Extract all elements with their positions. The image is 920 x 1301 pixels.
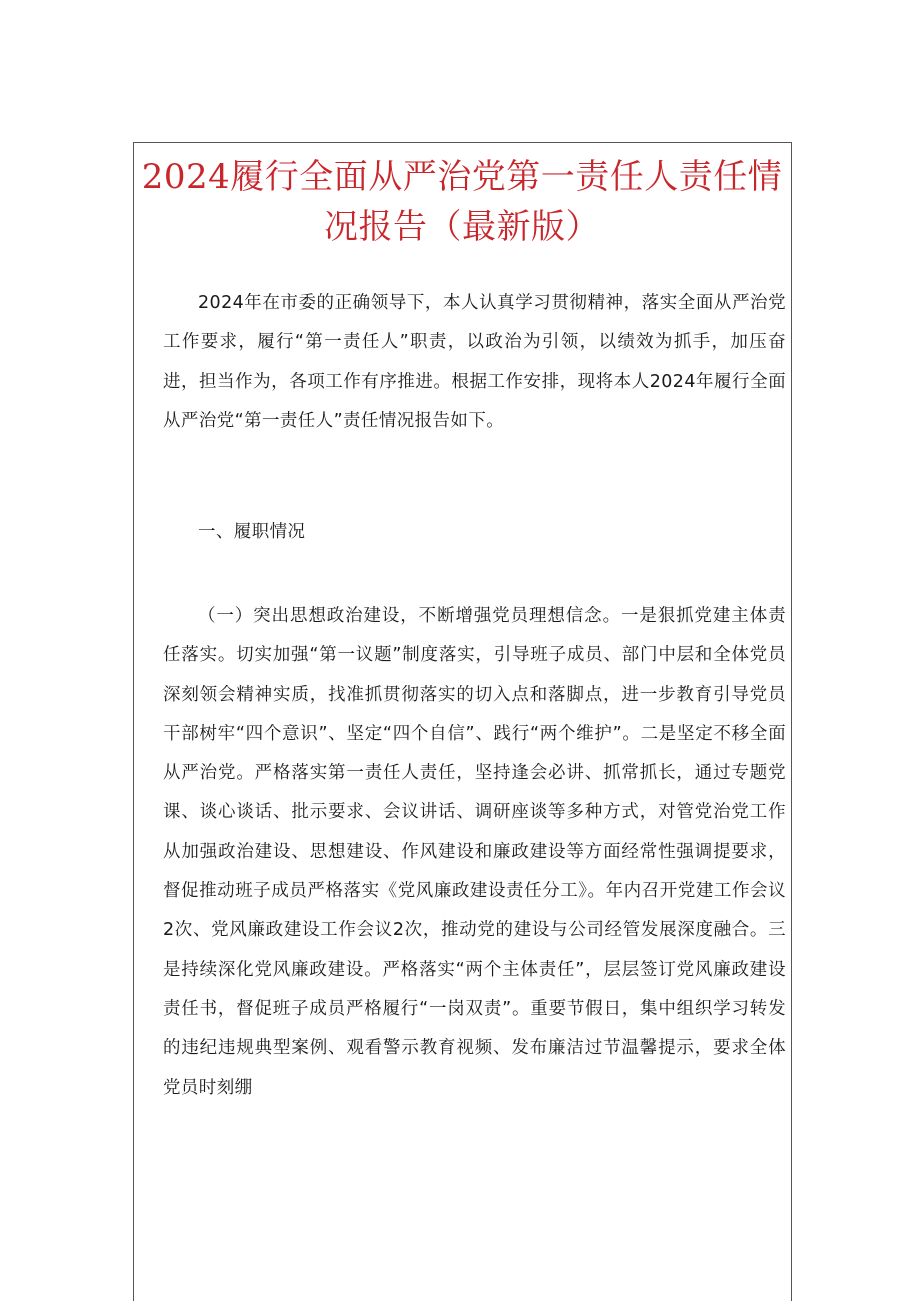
section-1-paragraph: （一）突出思想政治建设，不断增强党员理想信念。一是狠抓党建主体责任落实。切实加强“第一议题”制度落实，引导班子成员、部门中层和全体党员深刻领会精神实质，找准抓贯彻落实的切入点和落脚点，进一步教育引导党员干部树牢“四个意识”、坚定“四个自信”、践行“两个维护”。二是坚定不移全面从严治党。严格落实第一责任人责任，坚持逢会必讲、抓常抓长，通过专题党课、谈心谈话、批示要求、会议讲话、调研座谈等多种方式，对管党治党工作从加强政治建设、思想建设、作风建设和廉政建设等方面经常性强调提要求，督促推动班子成员严格落实《党风廉政建设责任分工》。年内召开党建工作会议2次、党风廉政建设工作会议2次，推动党的建设与公司经管发展深度融合。三是持续深化党风廉政建设。严格落实“两个主体责任”，层层签订党风廉政建设责任书，督促班子成员严格履行“一岗双责”。重要节假日，集中组织学习转发的违纪违规典型案例、观看警示教育视频、发布廉洁过节温馨提示，要求全体党员时刻绷 (163, 606, 786, 1098)
intro-paragraph: 2024年在市委的正确领导下，本人认真学习贯彻精神，落实全面从严治党工作要求，履行“第一责任人”职责，以政治为引领，以绩效为抓手，加压奋进，担当作为，各项工作有序推进。根据工作安排，现将本人2024年履行全面从严治党“第一责任人”责任情况报告如下。 (163, 293, 786, 431)
section-heading-performance: 一、履职情况 (198, 522, 306, 542)
document-title: 2024履行全面从严治党第一责任人责任情况报告（最新版） (141, 157, 783, 247)
